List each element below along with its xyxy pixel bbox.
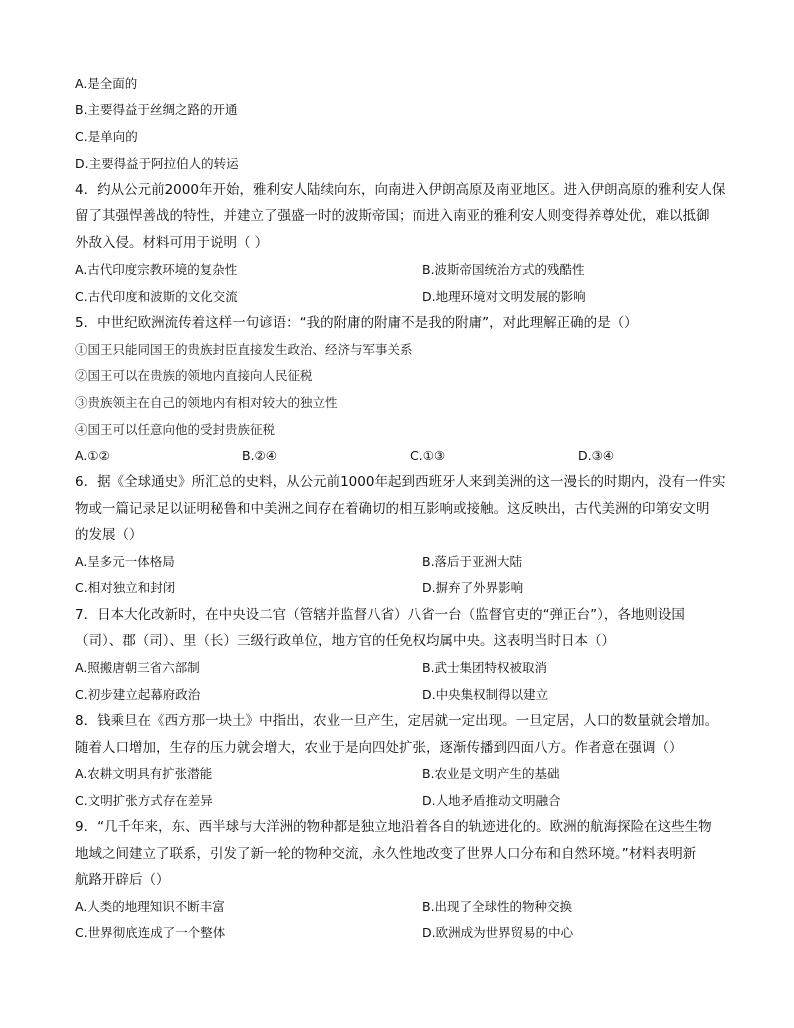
q3-option-b: B.主要得益于丝绸之路的开通 (75, 102, 238, 117)
q8-option-c: C.文明扩张方式存在差异 (75, 793, 213, 808)
q8-option-d: D.人地矛盾推动文明融合 (422, 793, 561, 808)
q7-option-c: C.初步建立起幕府政治 (75, 687, 201, 702)
q8-stem-line-2: 随着人口增加，生存的压力就会增大，农业于是向四处扩张，逐渐传播到四面八方。作者意在强调（） (75, 740, 683, 756)
q5-statement-4: ④国王可以任意向他的受封贵族征税 (75, 422, 276, 437)
q7-option-a: A.照搬唐朝三省六部制 (75, 660, 200, 675)
q9-stem-line-3: 航路开辟后（） (75, 872, 170, 888)
q8-option-b: B.农业是文明产生的基础 (422, 766, 560, 781)
q6-stem-line-3: 的发展（） (75, 527, 143, 543)
q6-option-c: C.相对独立和封闭 (75, 580, 176, 595)
q8-option-a: A.农耕文明具有扩张潜能 (75, 766, 213, 781)
q6-stem-line-1: 6．据《全球通史》所汇总的史料，从公元前1000年起到西班牙人来到美洲的这一漫长的时期内，没有一件实 (75, 474, 726, 490)
q6-option-b: B.落后于亚洲大陆 (422, 554, 523, 569)
q3-option-a: A.是全面的 (75, 76, 138, 91)
q7-option-b: B.武士集团特权被取消 (422, 660, 548, 675)
q5-option-b: B.②④ (242, 448, 277, 463)
q6-stem-line-2: 物或一篇记录足以证明秘鲁和中美洲之间存在着确切的相互影响或接触。这反映出，古代美洲的印第安文明 (75, 501, 710, 517)
q4-stem-line-3: 外敌入侵。材料可用于说明（ ） (75, 235, 269, 251)
q5-stem-line-1: 5．中世纪欧洲流传着这样一句谚语：“我的附庸的附庸不是我的附庸”，对此理解正确的是（） (75, 315, 638, 331)
q5-statement-2: ②国王可以在贵族的领地内直接向人民征税 (75, 368, 313, 383)
q6-option-d: D.摒弃了外界影响 (422, 580, 524, 595)
q5-option-c: C.①③ (410, 448, 446, 463)
q5-statement-3: ③贵族领主在自己的领地内有相对较大的独立性 (75, 395, 338, 410)
q9-option-b: B.出现了全球性的物种交换 (422, 899, 573, 914)
q4-option-d: D.地理环境对文明发展的影响 (422, 289, 586, 304)
q7-stem-line-1: 7．日本大化改新时，在中央设二官（管辖并监督八省）八省一台（监督官吏的“弹正台”），各地则设国 (75, 607, 685, 623)
q4-option-a: A.古代印度宗教环境的复杂性 (75, 262, 238, 277)
q3-option-c: C.是单向的 (75, 129, 138, 144)
q4-option-b: B.波斯帝国统治方式的残酷性 (422, 262, 585, 277)
q8-stem-line-1: 8．钱乘旦在《西方那一块土》中指出，农业一旦产生，定居就一定出现。一旦定居，人口的数量就会增加。 (75, 713, 719, 729)
q9-stem-line-2: 地域之间建立了联系，引发了新一轮的物种交流，永久性地改变了世界人口分布和自然环境。”材料表明新 (75, 846, 697, 862)
q9-option-a: A.人类的地理知识不断丰富 (75, 899, 225, 914)
q5-option-a: A.①② (75, 448, 110, 463)
q5-option-d: D.③④ (578, 448, 615, 463)
q4-stem-line-1: 4．约从公元前2000年开始，雅利安人陆续向东，向南进入伊朗高原及南亚地区。进入伊朗高原的雅利安人保 (75, 182, 726, 198)
q5-statement-1: ①国王只能同国王的贵族封臣直接发生政治、经济与军事关系 (75, 342, 413, 357)
q9-stem-line-1: 9．“几千年来，东、西半球与大洋洲的物种都是独立地沿着各自的轨迹进化的。欧洲的航海探险在这些生物 (75, 819, 712, 835)
q6-option-a: A.呈多元一体格局 (75, 554, 175, 569)
q7-option-d: D.中央集权制得以建立 (422, 687, 549, 702)
q4-option-c: C.古代印度和波斯的文化交流 (75, 289, 238, 304)
q4-stem-line-2: 留了其强悍善战的特性，并建立了强盛一时的波斯帝国；而进入南亚的雅利安人则变得养尊处优，难以抵御 (75, 208, 710, 224)
q3-option-d: D.主要得益于阿拉伯人的转运 (75, 156, 239, 171)
q7-stem-line-2: （司）、郡（司）、里（长）三级行政单位，地方官的任免权均属中央。这表明当时日本（） (75, 633, 615, 649)
q9-option-c: C.世界彻底连成了一个整体 (75, 925, 226, 940)
q9-option-d: D.欧洲成为世界贸易的中心 (422, 925, 574, 940)
